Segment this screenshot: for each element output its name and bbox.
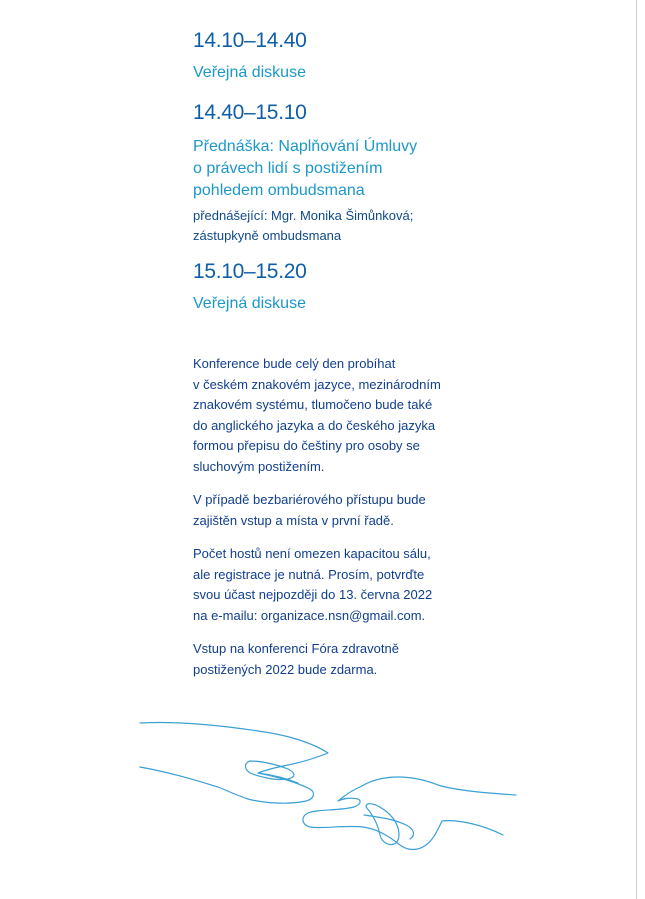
info-line: formou přepisu do češtiny pro osoby se	[193, 438, 420, 453]
program-title-line: Veřejná diskuse	[193, 295, 306, 312]
program-title	[193, 62, 493, 84]
info-line: postižených 2022 bude zdarma.	[193, 661, 378, 677]
program-time: 15.10–15.20	[193, 260, 307, 283]
info-line: do anglického jazyka a do českého jazyka	[193, 417, 436, 433]
info-line: Vstup na konferenci Fóra zdravotně	[193, 641, 399, 656]
info-line: v českém znakovém jazyce, mezinárodním	[193, 376, 441, 392]
info-line: svou účast nejpozději do 13. června 2022	[193, 587, 433, 602]
info-paragraph	[193, 354, 493, 477]
speaker-line: přednášející: Mgr. Monika Šimůnková;	[193, 208, 414, 223]
info-line: zajištěn vstup a místa v první řadě.	[193, 512, 394, 528]
program-schedule	[193, 28, 493, 315]
program-title-line: Přednáška: Naplňování Úmluvy	[193, 138, 418, 155]
program-item	[193, 259, 493, 315]
info-paragraph	[193, 639, 493, 680]
program-item	[193, 100, 493, 246]
speaker-line: zástupkyně ombudsmana	[193, 228, 342, 243]
right-hand-outline	[303, 777, 516, 850]
left-hand-finger	[246, 761, 295, 780]
info-line: Počet hostů není omezen kapacitou sálu,	[193, 546, 431, 561]
program-time: 14.40–15.10	[193, 101, 307, 124]
hands-illustration	[138, 715, 518, 855]
info-line: V případě bezbariérového přístupu bude	[193, 492, 426, 507]
info-line: ale registrace je nutná. Prosím, potvrďte	[193, 566, 425, 582]
program-title-line: Veřejná diskuse	[193, 64, 306, 81]
right-hand-palm	[366, 804, 399, 845]
program-title	[193, 293, 493, 315]
program-title-line: pohledem ombudsmana	[193, 182, 365, 199]
right-hand-thumb	[364, 815, 413, 839]
info-paragraph	[193, 490, 493, 531]
program-title-line: o právech lidí s postižením	[193, 160, 383, 177]
info-paragraph	[193, 544, 493, 626]
info-line: znakovém systému, tlumočeno bude také	[193, 397, 433, 412]
info-line: na e-mailu: organizace.nsn@gmail.com.	[193, 607, 426, 623]
program-item	[193, 28, 493, 104]
info-text	[193, 354, 493, 693]
program-time: 14.10–14.40	[193, 29, 307, 52]
program-title	[193, 136, 493, 202]
left-hand-outline	[140, 722, 328, 803]
info-line: Konference bude celý den probíhat	[193, 356, 396, 371]
info-line: sluchovým postižením.	[193, 458, 325, 474]
program-speaker	[193, 206, 493, 246]
